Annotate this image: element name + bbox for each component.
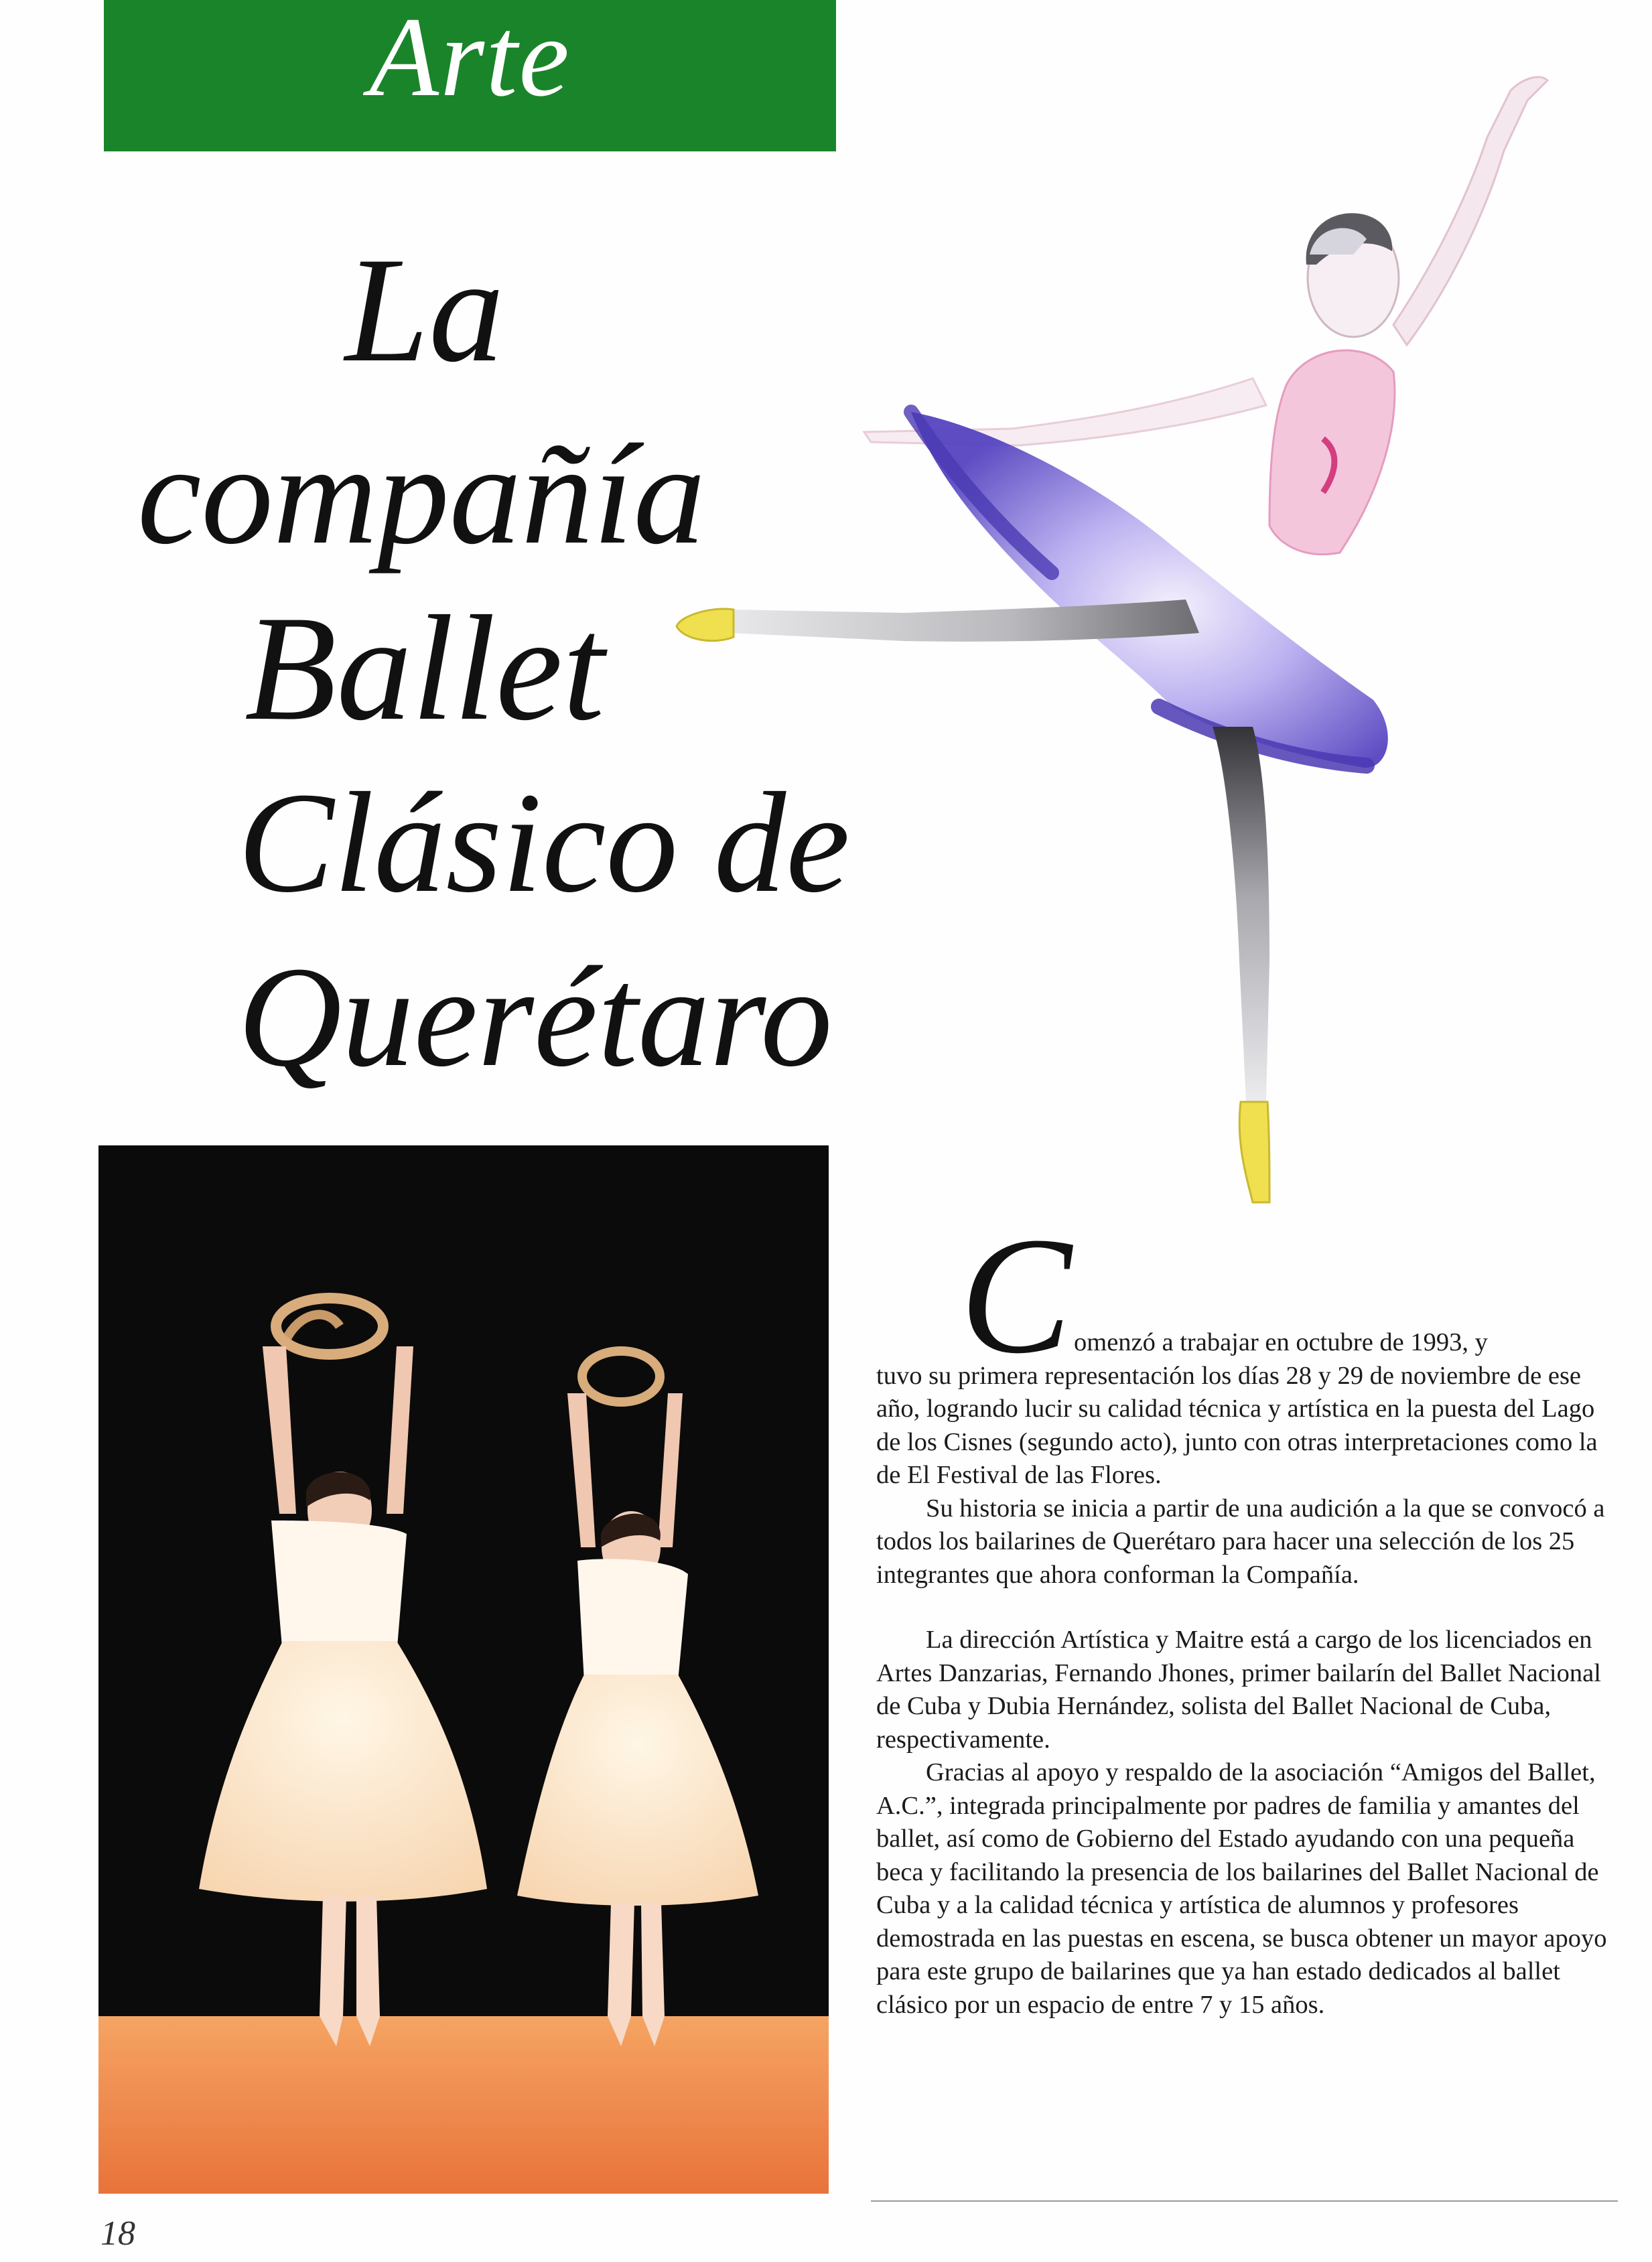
ballerina-illustration [663,64,1588,1236]
footer-rule [871,2200,1618,2202]
title-line: Ballet [245,584,605,752]
stage-photo [98,1145,829,2194]
drop-cap: C [960,1203,1072,1389]
title-line: La [345,226,504,393]
section-label: Arte [369,0,571,120]
article-paragraph: Su historia se inicia a partir de una audición a la que se convocó a todos los bailarines de Querétaro para hacer una selección de los 25 integrantes que ahora conforman la Compañía. [876,1494,1605,1589]
article-body [876,1203,1613,2022]
paragraph-text: tuvo su primera representación los días 28 y 29 de noviembre de ese año, logrando lucir su calidad técnica y artística en la puesta del Lago de los Cisnes (segundo acto), junto con otras interpretaciones como la de El Festival de las Flores. [876,1361,1598,1489]
page-number: 18 [100,2214,135,2253]
title-line: compañía [137,414,705,574]
article-paragraph: Gracias al apoyo y respaldo de la asociación “Amigos del Ballet, A.C.”, integrada principalmente por padres de familia y amantes del ballet, así como de Gobierno del Estado ayudando con una pequeña beca y facilitando la presencia de los bailarines del Ballet Nacional de Cuba y a la calidad técnica y artística de alumnos y profesores demostrada en las puestas en escena, se busca obtener un mayor apoyo para este grupo de bailarines que ya han estado dedicados al ballet clásico por un espacio de entre 7 y 15 años. [876,1758,1607,2019]
article-paragraph: La dirección Artística y Maitre está a cargo de los licenciados en Artes Danzarias, Fernando Jhones, primer bailarín del Ballet Nacional de Cuba y Dubia Hernández, solista del Ballet Nacional de Cuba, respectivamente. [876,1626,1601,1754]
paragraph-first-line: omenzó a trabajar en octubre de 1993, y [1074,1328,1488,1356]
title-line: Querétaro [238,936,833,1097]
title-line: Clásico de [238,762,850,922]
